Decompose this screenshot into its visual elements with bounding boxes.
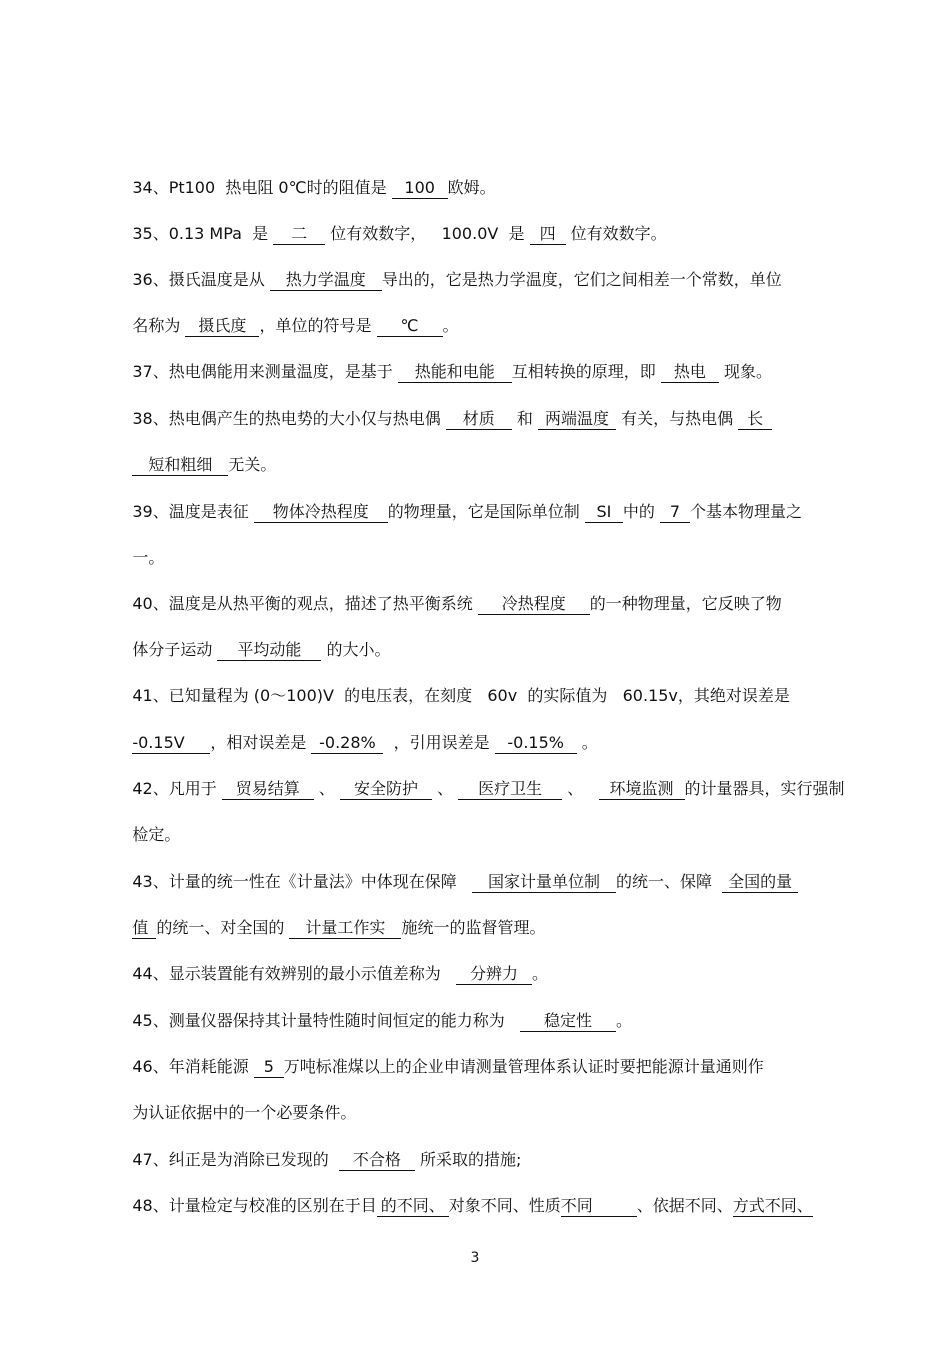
q38-text-a: 38、热电偶产生的热电势的大小仅与热电偶 xyxy=(132,409,446,428)
q37-text-c: 互相转换的原理，即 xyxy=(511,362,661,381)
q42-answer-1: 贸易结算 xyxy=(222,779,314,800)
q38-text-e: 无关。 xyxy=(228,455,277,474)
q36-answer-1: 热力学温度 xyxy=(270,270,382,291)
q40-text-d: 体分子运动 xyxy=(132,640,218,659)
q35-text-d: 位有效数字。 xyxy=(565,224,667,243)
q45-answer-1: 稳定性 xyxy=(520,1011,616,1032)
question-48 xyxy=(112,1170,872,1242)
q41-text-d: ，引用误差是 xyxy=(383,733,495,752)
q46-text-d: 为认证依据中的一个必要条件。 xyxy=(132,1103,357,1122)
q35-text-c: 位有效数字， 100.0V 是 xyxy=(325,224,530,243)
q47-answer-1: 不合格 xyxy=(339,1150,415,1171)
q35-answer-1: 二 xyxy=(273,224,325,245)
q41-answer-2: -0.28% xyxy=(311,733,383,754)
q39-answer-1: 物体冷热程度 xyxy=(254,502,388,523)
q41-text-e: 。 xyxy=(576,733,598,752)
q42-text-d: 检定。 xyxy=(132,825,181,844)
q48-answer-1: 的不同、 xyxy=(377,1196,449,1217)
q41-text-a: 41、已知量程为 (0～100)V 的电压表，在刻度 60v 的实际值为 60.15v，其绝对误差是 xyxy=(132,686,790,705)
q41-text-c: ，相对误差是 xyxy=(210,733,312,752)
q48-answer-3: 方式不同、 xyxy=(732,1196,813,1215)
q42-answer-3: 医疗卫生 xyxy=(458,779,562,800)
q46-answer-1: 5 xyxy=(254,1057,284,1078)
q41-answer-3: -0.15% xyxy=(495,733,577,754)
q40-answer-2: 平均动能 xyxy=(217,640,321,661)
q37-answer-1: 热能和电能 xyxy=(398,362,512,383)
q39-text-c: 的物理量，它是国际单位制 xyxy=(387,502,585,521)
q36-text-e: ，单位的符号是 xyxy=(259,316,377,335)
q34-answer-1: 100 xyxy=(392,178,448,199)
q36-text-f: 。 xyxy=(442,316,459,335)
q36-text-a: 36、摄氏温度是从 xyxy=(132,270,270,289)
q42-text-a: 42、凡用于 xyxy=(132,779,222,798)
q46-text-a: 46、年消耗能源 xyxy=(132,1057,254,1076)
q44-text-c: 。 xyxy=(531,964,548,983)
q35-answer-2: 四 xyxy=(530,224,566,245)
q38-answer-3-part-1: 长 xyxy=(738,409,772,430)
q44-text-a: 44、显示装置能有效辨别的最小示值差称为 xyxy=(132,964,456,983)
q38-text-c: 和 xyxy=(511,409,538,428)
q41-answer-1: -0.15V xyxy=(132,733,210,754)
page-number: 3 xyxy=(470,1250,480,1266)
q40-text-e: 的大小。 xyxy=(321,640,391,659)
q39-answer-3: 7 xyxy=(660,502,690,523)
q47-text-a: 47、纠正是为消除已发现的 xyxy=(132,1150,339,1169)
q39-text-d: 中的 xyxy=(622,502,660,521)
q38-text-d: 有关，与热电偶 xyxy=(615,409,739,428)
q36-answer-2: 摄氏度 xyxy=(185,316,259,337)
q35-text-a: 35、0.13 MPa 是 xyxy=(132,224,274,243)
q42-sep-1: 、 xyxy=(313,779,340,798)
q45-text-a: 45、测量仪器保持其计量特性随时间恒定的能力称为 xyxy=(132,1011,520,1030)
q48-text-c: 对象不同、性质 xyxy=(448,1196,561,1215)
q42-answer-2: 安全防护 xyxy=(340,779,432,800)
q39-text-f: 一。 xyxy=(132,548,165,567)
q43-text-e: 施统一的监督管理。 xyxy=(401,918,546,937)
q46-text-c: 万吨标准煤以上的企业申请测量管理体系认证时要把能源计量通则作 xyxy=(283,1057,764,1076)
q48-text-d: 、依据不同、 xyxy=(636,1196,733,1215)
q42-answer-4: 环境监测 xyxy=(599,779,685,800)
q38-answer-2: 两端温度 xyxy=(538,409,616,430)
q43-text-c: 的统一、保障 xyxy=(615,872,723,891)
q39-text-e: 个基本物理量之 xyxy=(689,502,802,521)
q40-answer-1: 冷热程度 xyxy=(478,594,590,615)
q38-answer-3-part-2: 短和粗细 xyxy=(132,455,228,476)
q39-answer-2: SI xyxy=(585,502,623,523)
q42-sep-2: 、 xyxy=(431,779,459,798)
q43-answer-3: 计量工作实 xyxy=(289,918,401,939)
q36-text-c: 导出的，它是热力学温度，它们之间相差一个常数，单位 xyxy=(381,270,782,289)
q43-text-a: 43、计量的统一性在《计量法》中体现在保障 xyxy=(132,872,472,891)
q43-answer-2-part-1: 全国的量 xyxy=(722,872,798,893)
q37-text-d: 现象。 xyxy=(718,362,772,381)
q38-answer-1: 材质 xyxy=(446,409,512,430)
q48-answer-2: 不同 xyxy=(561,1196,637,1217)
q39-text-a: 39、温度是表征 xyxy=(132,502,254,521)
q48-text-a: 48、计量检定与校准的区别在于目 xyxy=(132,1196,377,1215)
q42-text-c: 的计量器具，实行强制 xyxy=(684,779,845,798)
q42-sep-3: 、 xyxy=(562,779,599,798)
q37-answer-2: 热电 xyxy=(661,362,719,383)
q45-text-c: 。 xyxy=(615,1011,632,1030)
q43-text-d: 的统一、对全国的 xyxy=(156,918,290,937)
q34-text-c: 欧姆。 xyxy=(447,178,496,197)
q36-answer-3: ℃ xyxy=(377,316,443,337)
q43-answer-1: 国家计量单位制 xyxy=(472,872,616,893)
q40-text-a: 40、温度是从热平衡的观点，描述了热平衡系统 xyxy=(132,594,478,613)
q43-answer-2-part-2: 值 xyxy=(132,918,156,939)
q47-text-c: 所采取的措施; xyxy=(414,1150,522,1169)
q36-text-d: 名称为 xyxy=(132,316,186,335)
q34-text-a: 34、Pt100 热电阻 0℃时的阻值是 xyxy=(132,178,392,197)
q37-text-a: 37、热电偶能用来测量温度，是基于 xyxy=(132,362,398,381)
q44-answer-1: 分辨力 xyxy=(456,964,532,985)
q40-text-c: 的一种物理量，它反映了物 xyxy=(589,594,782,613)
